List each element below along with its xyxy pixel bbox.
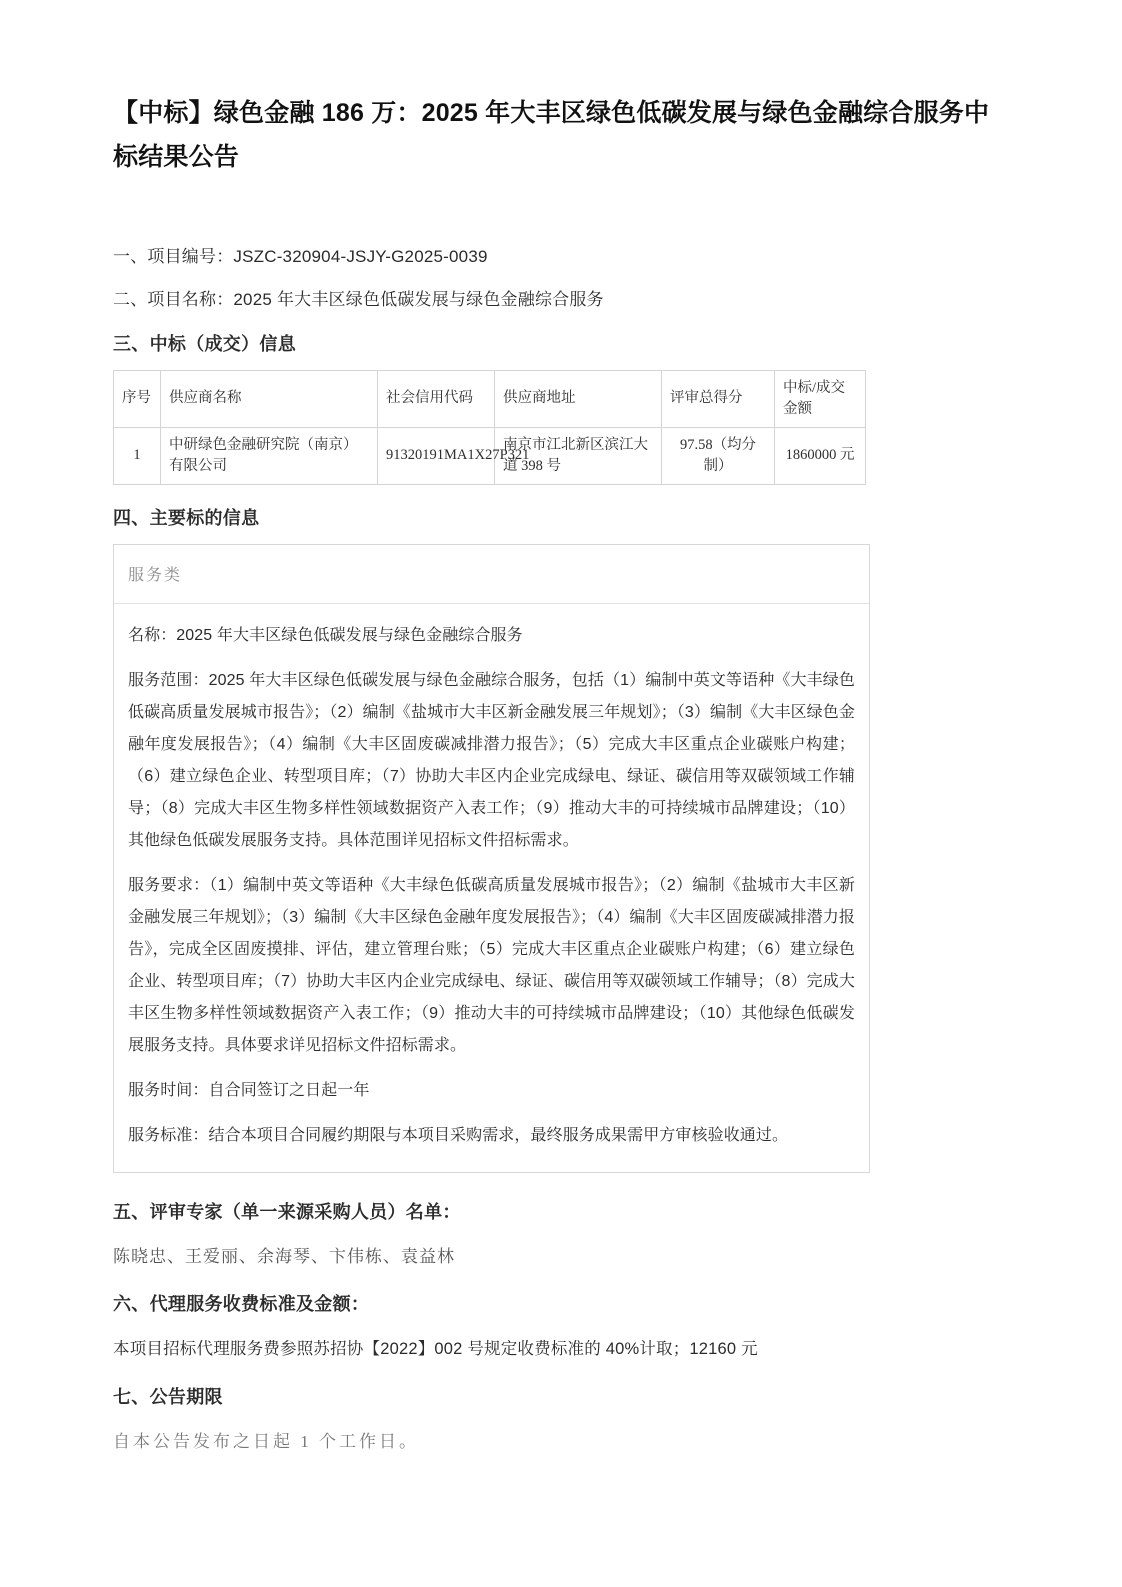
column-header-amount: 中标/成交金额 bbox=[775, 370, 866, 427]
section-heading-experts: 五、评审专家（单一来源采购人员）名单： bbox=[113, 1201, 461, 1222]
project-number-line: 一、项目编号：JSZC-320904-JSJY-G2025-0039 bbox=[113, 246, 488, 266]
section-heading-notice-period: 七、公告期限 bbox=[113, 1386, 223, 1407]
project-name-line: 二、项目名称：2025 年大丰区绿色低碳发展与绿色金融综合服务 bbox=[113, 290, 604, 309]
column-header-address: 供应商地址 bbox=[495, 370, 662, 427]
subject-standard: 服务标准：结合本项目合同履约期限与本项目采购需求，最终服务成果需甲方审核验收通过。 bbox=[128, 1126, 789, 1144]
cell-credit-code: 91320191MA1X27P321 bbox=[378, 427, 495, 484]
subject-requirements: 服务要求：（1）编制中英文等语种《大丰绿色低碳高质量发展城市报告》；（2）编制《盐城市大丰区新金融发展三年规划》；（3）编制《大丰区绿色金融年度发展报告》；（4）编制《大丰区固废碳减排潜力报告》，完成全区固废摸排、评估，建立管理台账；（5）完成大丰区重点企业碳账户构建；（6）建立绿色企业、转型项目库；（7）协助大丰区内企业完成绿电、绿证、碳信用等双碳领域工作辅导；（8）完成大丰区生物多样性领域数据资产入表工作；（9）推动大丰的可持续城市品牌建设；（10）其他绿色低碳发展服务支持。具体要求详见招标文件招标需求。 bbox=[128, 876, 855, 1054]
cell-address: 南京市江北新区滨江大道 398 号 bbox=[495, 427, 662, 484]
column-header-credit-code: 社会信用代码 bbox=[378, 370, 495, 427]
winner-table bbox=[113, 370, 866, 485]
subject-name: 名称：2025 年大丰区绿色低碳发展与绿色金融综合服务 bbox=[128, 626, 523, 644]
cell-amount: 1860000 元 bbox=[775, 427, 866, 484]
expert-names: 陈晓忠、王爱丽、余海琴、卞伟栋、袁益林 bbox=[113, 1246, 455, 1266]
subject-category: 服务类 bbox=[114, 545, 869, 604]
cell-index: 1 bbox=[114, 427, 161, 484]
subject-duration: 服务时间：自合同签订之日起一年 bbox=[128, 1081, 370, 1099]
subject-body bbox=[114, 604, 869, 1173]
section-heading-subject-info: 四、主要标的信息 bbox=[113, 507, 260, 528]
column-header-score: 评审总得分 bbox=[662, 370, 775, 427]
column-header-supplier-name: 供应商名称 bbox=[161, 370, 378, 427]
section-heading-award-info: 三、中标（成交）信息 bbox=[113, 333, 296, 354]
subject-info-box bbox=[113, 544, 870, 1173]
table-header-row bbox=[114, 370, 866, 427]
section-heading-agency-fee: 六、代理服务收费标准及金额： bbox=[113, 1294, 370, 1315]
page-title: 【中标】绿色金融 186 万：2025 年大丰区绿色低碳发展与绿色金融综合服务中标结果公告 bbox=[113, 99, 990, 171]
subject-scope: 服务范围：2025 年大丰区绿色低碳发展与绿色金融综合服务，包括（1）编制中英文等语种《大丰绿色低碳高质量发展城市报告》；（2）编制《盐城市大丰区新金融发展三年规划》；（3）编制《大丰区绿色金融年度发展报告》；（4）编制《大丰区固废碳减排潜力报告》；（5）完成大丰区重点企业碳账户构建；（6）建立绿色企业、转型项目库；（7）协助大丰区内企业完成绿电、绿证、碳信用等双碳领域工作辅导；（8）完成大丰区生物多样性领域数据资产入表工作；（9）推动大丰的可持续城市品牌建设；（10）其他绿色低碳发展服务支持。具体范围详见招标文件招标需求。 bbox=[128, 671, 855, 849]
table-row bbox=[114, 427, 866, 484]
cell-supplier-name: 中研绿色金融研究院（南京）有限公司 bbox=[161, 427, 378, 484]
column-header-index: 序号 bbox=[114, 370, 161, 427]
agency-fee-text: 本项目招标代理服务费参照苏招协【2022】002 号规定收费标准的 40%计取；12160 元 bbox=[113, 1340, 758, 1359]
cell-score: 97.58（均分制） bbox=[662, 427, 775, 484]
notice-period-text: 自本公告发布之日起 1 个工作日。 bbox=[113, 1431, 419, 1451]
